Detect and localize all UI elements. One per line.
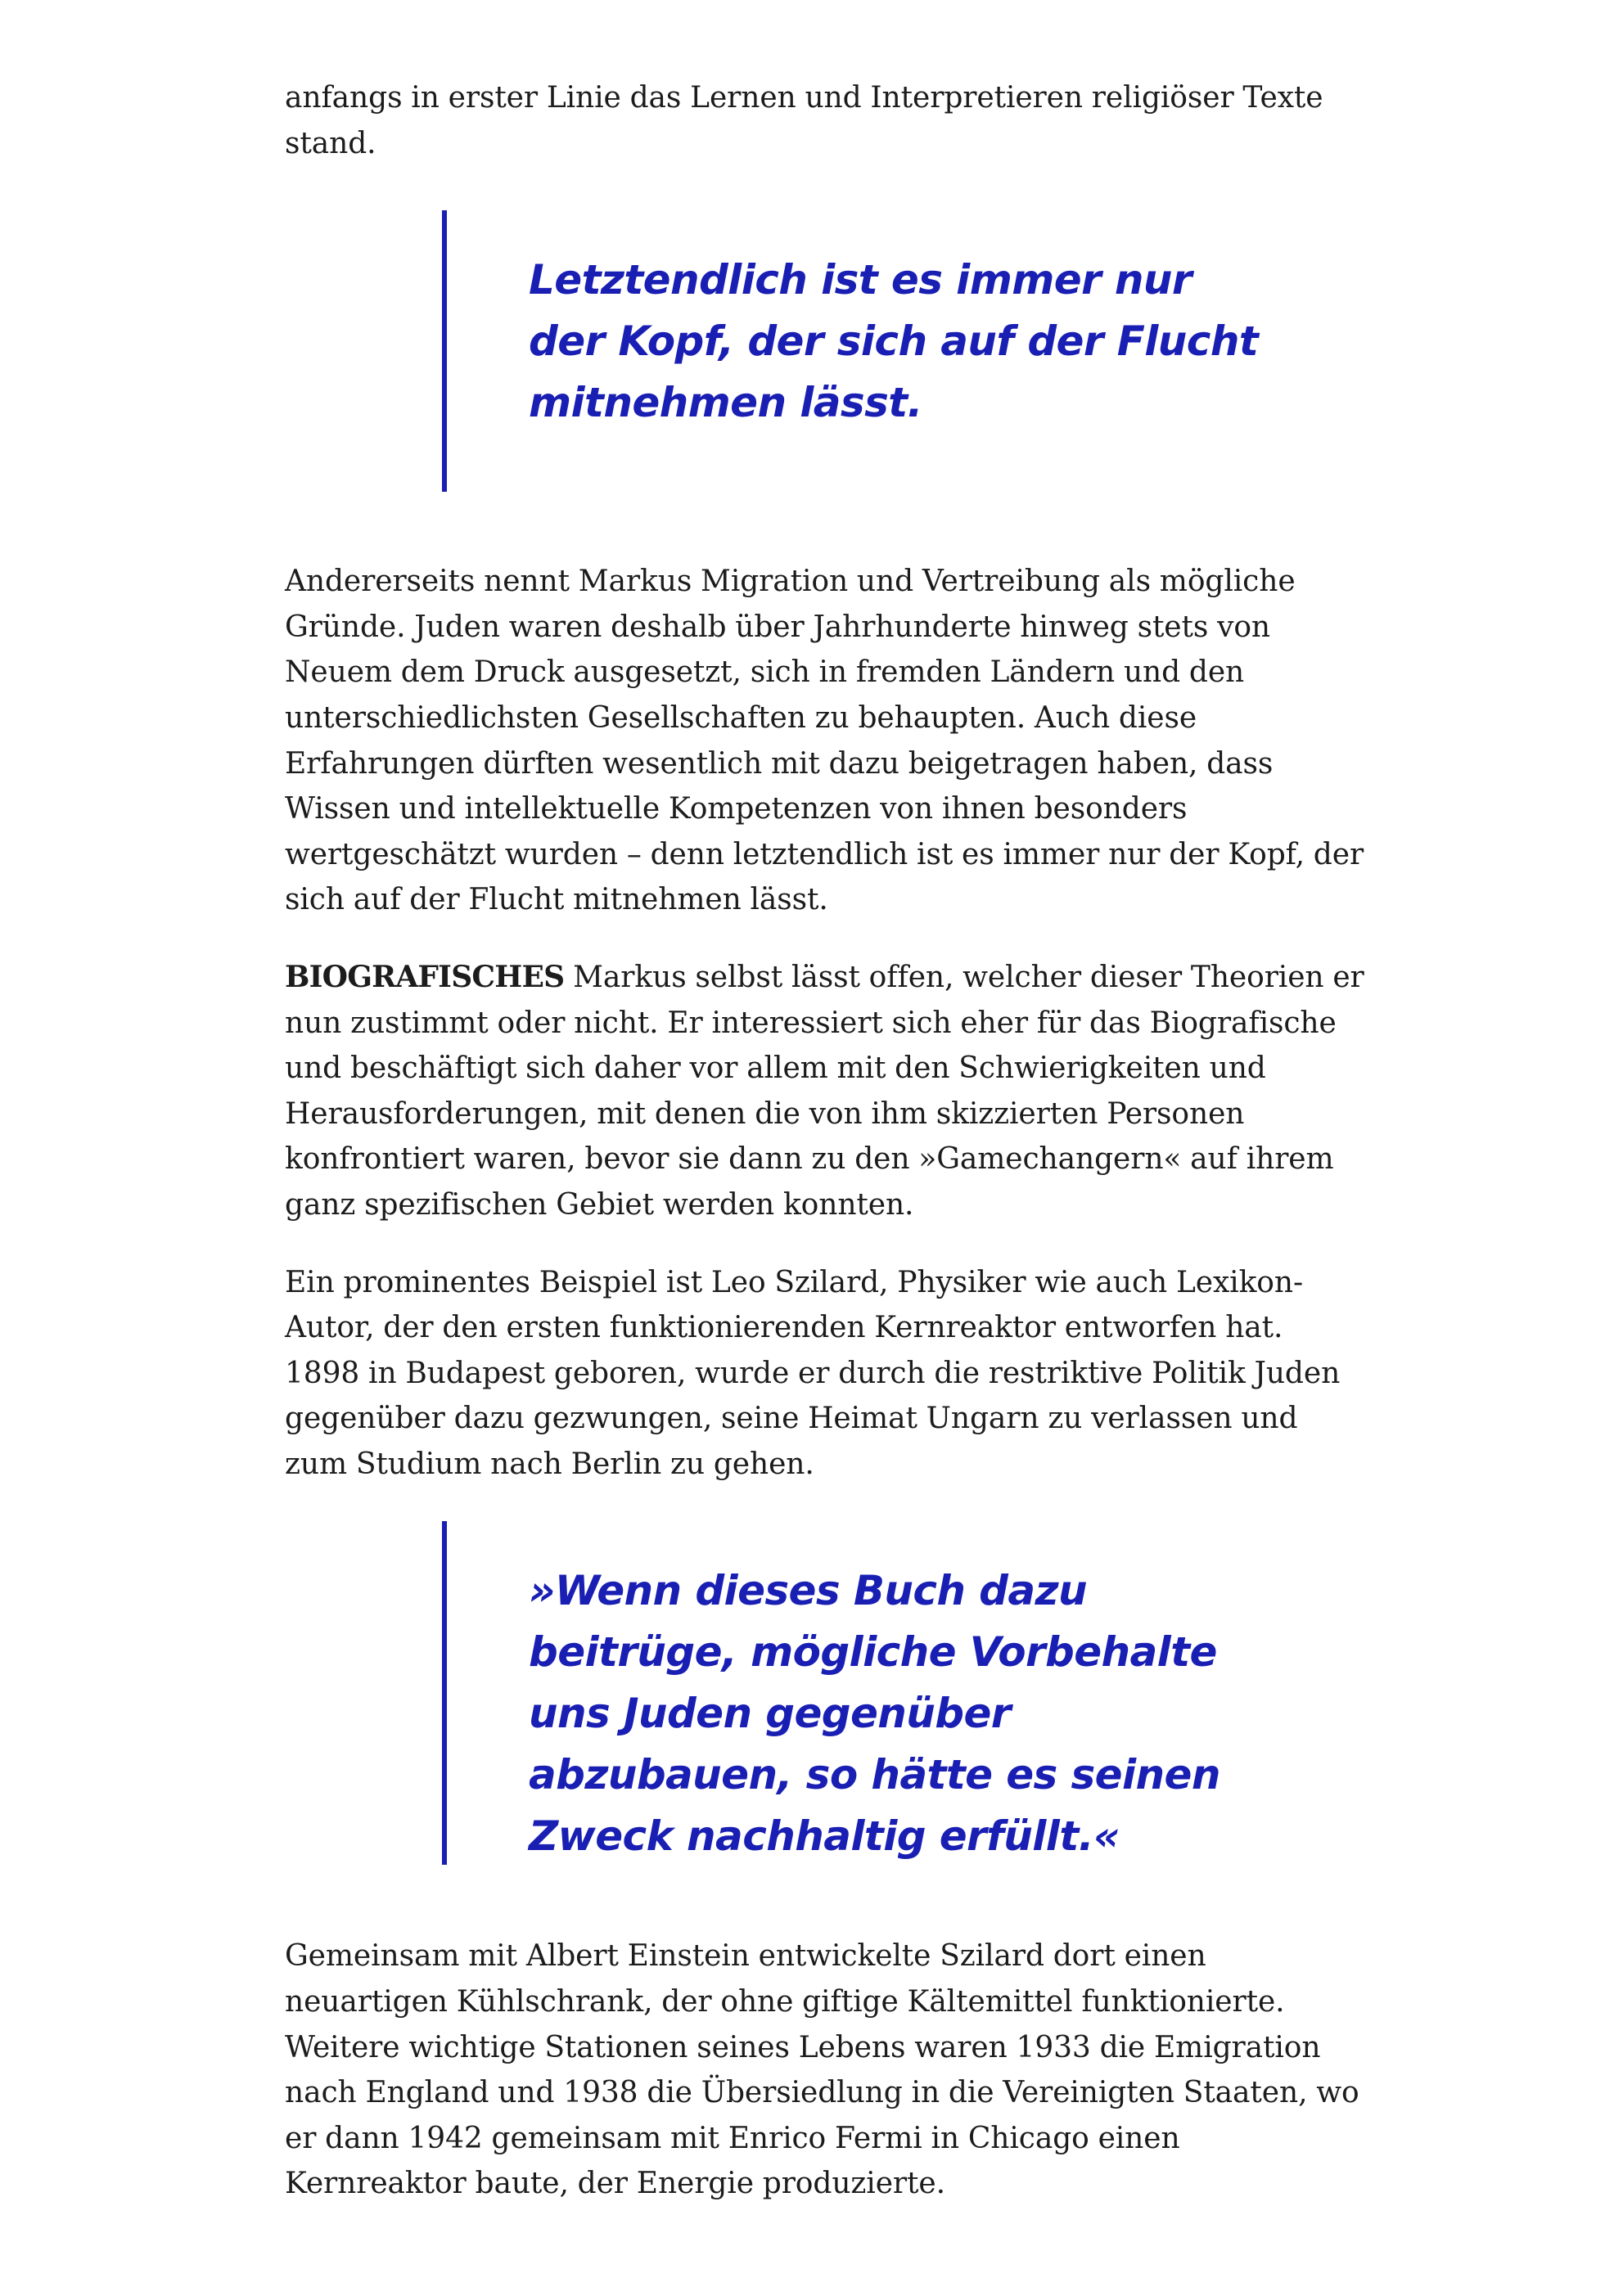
pull-quote-2 xyxy=(442,1521,1285,1865)
article-body xyxy=(285,75,1365,2207)
paragraph-biografisches-text: Markus selbst lässt offen, welcher dieser Theorien er nun zustimmt oder nicht. Er interessiert sich eher für das Biografische und beschäftigt sich daher vor allem mit den Schwierigkeiten und Herausforderungen, mit denen die von ihm skizzierten Personen konfrontiert waren, bevor sie dann zu den »Gamechangern« auf ihrem ganz spezifischen Gebiet werden konnten. xyxy=(285,960,1364,1222)
paragraph-szilard: Ein prominentes Beispiel ist Leo Szilard, Physiker wie auch Lexikon-Autor, der den ersten funktionierenden Kernreaktor entworfen hat. 1898 in Budapest geboren, wurde er durch die restriktive Politik Juden gegenüber dazu gezwungen, seine Heimat Ungarn zu verlassen und zum Studium nach Berlin zu gehen. xyxy=(285,1265,1341,1481)
paragraph-intro: anfangs in erster Linie das Lernen und Interpretieren religiöser Texte stand. xyxy=(285,81,1323,160)
pull-quote-1 xyxy=(442,210,1285,492)
section-label: BIOGRAFISCHES xyxy=(285,959,565,994)
pull-quote-1-text: Letztendlich ist es immer nur der Kopf, der sich auf der Flucht mitnehmen lässt. xyxy=(529,256,1259,427)
paragraph-biografisches xyxy=(285,955,1365,1228)
pull-quote-2-text: »Wenn dieses Buch dazu beitrüge, mögliche Vorbehalte uns Juden gegenüber abzubauen, so hätte es seinen Zweck nachhaltig erfüllt.« xyxy=(529,1567,1220,1861)
paragraph-einstein: Gemeinsam mit Albert Einstein entwickelte Szilard dort einen neuartigen Kühlschrank, der ohne giftige Kältemittel funktionierte. Weitere wichtige Stationen seines Lebens waren 1933 die Emigration nach England und 1938 die Übersiedlung in die Vereinigten Staaten, wo er dann 1942 gemeinsam mit Enrico Fermi in Chicago einen Kernreaktor baute, der Energie produzierte. xyxy=(285,1939,1359,2201)
paragraph-migration: Andererseits nennt Markus Migration und Vertreibung als mögliche Gründe. Juden waren deshalb über Jahrhunderte hinweg stets von Neuem dem Druck ausgesetzt, sich in fremden Ländern und den unterschiedlichsten Gesellschaften zu behaupten. Auch diese Erfahrungen dürften wesentlich mit dazu beigetragen haben, dass Wissen und intellektuelle Kompetenzen von ihnen besonders wertgeschätzt wurden – denn letztendlich ist es immer nur der Kopf, der sich auf der Flucht mitnehmen lässt. xyxy=(285,565,1364,917)
